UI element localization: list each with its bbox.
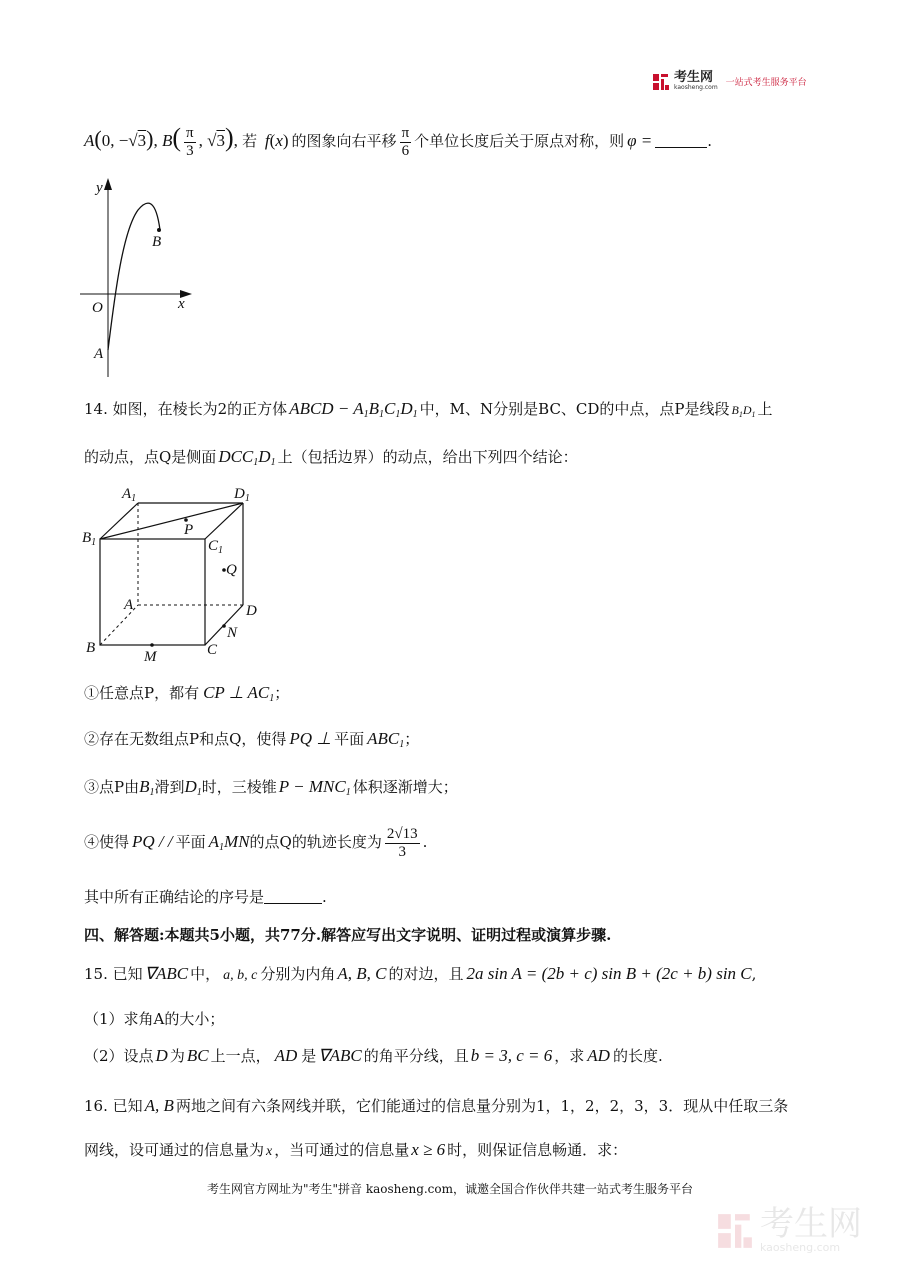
logo-name: 考生网 xyxy=(674,70,714,85)
fx-math: f(x) xyxy=(264,131,289,150)
q14-cube-figure xyxy=(80,484,270,666)
phi-eq: φ = xyxy=(627,131,653,150)
q13-end: . xyxy=(707,132,713,150)
q16-line2: 网线，设可通过的信息量为 x ，当可通过的信息量 x ≥ 6 时，则保证信息畅通．求： xyxy=(84,1140,628,1159)
label-D: D xyxy=(246,603,257,619)
c4-fraction: $\frac{2√13}{3}$ xyxy=(386,825,418,860)
c2-math2: $ABC_1$ xyxy=(367,729,405,750)
label-B: B xyxy=(86,640,96,656)
label-A1: $A_1$ xyxy=(122,486,137,504)
logo-domain: kaosheng.com xyxy=(674,84,718,91)
point-M-dot xyxy=(150,643,154,647)
q14-text1: 如图，在棱长为2的正方体 xyxy=(112,400,288,418)
q14-answer-line: 其中所有正确结论的序号是 . xyxy=(84,888,327,906)
label-A: A xyxy=(94,346,104,362)
q14-answer-blank xyxy=(264,889,322,904)
conclusion-4: ④使得 PQ / / 平面 $A_1MN$的点Q的轨迹长度为 $\frac{2√13}{3}$ . xyxy=(84,825,428,860)
q13-text-part3: 个单位长度后关于原点对称，则 xyxy=(414,132,625,150)
conclusion-2: ②存在无数组点P和点Q，使得 PQ ⊥ 平面 $ABC_1$； xyxy=(84,729,420,750)
conclusion-3: ③点P由$B_1$滑到$D_1$时，三棱锥 $P - MNC_1$ 体积逐渐增大； xyxy=(84,777,458,798)
q14-number: 14. xyxy=(84,400,108,418)
watermark-name: 考生网 xyxy=(760,1204,862,1244)
q13-text-part1: 若 xyxy=(242,132,258,150)
label-x: x xyxy=(178,296,185,312)
c4-math2: $A_1MN$ xyxy=(208,832,250,853)
diagonal-B1D1 xyxy=(100,503,243,539)
q13-graph xyxy=(70,172,210,382)
label-D1: $D_1$ xyxy=(234,486,250,504)
c3-math: $P - MNC_1$ xyxy=(278,777,351,798)
point-A-math: A xyxy=(84,131,95,150)
q14-text4: 上 xyxy=(757,400,773,418)
abc-sides-math: a, b, c xyxy=(223,968,258,983)
q16-line1: 16. 已知 A, B 两地之间有六条网线并联，它们能通过的信息量分别为1，1，2，2，3，3．现从中任取三条 xyxy=(84,1096,789,1115)
footer-text: 考生网官方网址为"考生"拼音 kaosheng.com，诚邀全国合作伙伴共建一站式考生服务平台 xyxy=(206,1182,694,1196)
c2-math: PQ ⊥ xyxy=(289,729,332,748)
label-P: P xyxy=(184,522,194,538)
label-origin: O xyxy=(92,300,103,316)
sine-curve xyxy=(108,203,160,350)
triangle-ABC-math: ∇ABC xyxy=(144,964,189,983)
q14-text3: M、N分别是BC、CD的中点，点P是线段 xyxy=(449,400,730,418)
q14-text2: 中， xyxy=(419,400,450,418)
point-B-dot xyxy=(157,228,161,232)
q14-line1 xyxy=(84,396,773,428)
header-slogan: 一站式考生服务平台 xyxy=(725,78,807,88)
q14-text5: 的动点，点Q是侧面 xyxy=(84,448,217,466)
c1-math: CP ⊥ $AC_1$ xyxy=(203,683,275,704)
q15-part2: （2）设点 D 为 BC 上一点， AD 是 ∇ABC 的角平分线，且 b = 3, c = 6 ，求 AD 的长度. xyxy=(84,1046,663,1065)
segment-B1D1-math: $B_1D_1$ xyxy=(731,403,756,419)
label-Q: Q xyxy=(226,562,237,578)
label-B: B xyxy=(152,234,162,250)
label-C1: $C_1$ xyxy=(208,538,224,556)
label-y: y xyxy=(96,180,103,196)
q15-line1: 15. 已知 ∇ABC 中， a, b, c 分别为内角 A, B, C 的对边，且 2a sin A = (2b + c) sin B + (2c + b) sin C, xyxy=(84,964,757,983)
q14-text6: 上（包括边界）的动点，给出下列四个结论： xyxy=(277,448,578,466)
watermark-domain: kaosheng.com xyxy=(760,1241,841,1254)
label-C: C xyxy=(207,642,218,658)
cube-name-math: ABCD − $A_1B_1C_1D_1$ xyxy=(289,399,418,420)
watermark-logo-icon xyxy=(716,1210,754,1252)
q13-tail-line: A(0, −√3), B( $\frac{\pi}{3}$ , √3), 若 f(x) 的图象向右平移 $\frac{\pi}{6}$ 个单位长度后关于原点对称，则 φ = . xyxy=(84,123,713,159)
y-axis-arrow-icon xyxy=(104,178,112,190)
label-M: M xyxy=(144,649,157,665)
watermark xyxy=(716,1204,862,1254)
q14-line2 xyxy=(84,444,578,476)
face-DCC1D1-math: $DCC_1D_1$ xyxy=(218,447,276,468)
q13-text-part2: 的图象向右平移 xyxy=(291,132,397,150)
label-B1: $B_1$ xyxy=(82,530,97,548)
conclusion-1: ①任意点P，都有 CP ⊥ $AC_1$； xyxy=(84,683,290,704)
q15-part1: （1）求角A的大小； xyxy=(84,1010,225,1028)
label-A: A xyxy=(124,597,134,613)
header-logo xyxy=(652,72,807,91)
q15-equation: 2a sin A = (2b + c) sin B + (2c + b) sin C xyxy=(466,964,752,983)
section4-title: 四、解答题:本题共5小题，共77分.解答应写出文字说明、证明过程或演算步骤. xyxy=(84,926,612,944)
c4-math: PQ / / xyxy=(132,832,173,851)
point-B-math: B xyxy=(161,131,173,150)
cube-front-face xyxy=(100,539,205,645)
kaosheng-logo-icon xyxy=(652,73,670,91)
point-N-dot xyxy=(222,624,226,628)
label-N: N xyxy=(227,625,238,641)
q13-answer-blank xyxy=(655,133,707,148)
